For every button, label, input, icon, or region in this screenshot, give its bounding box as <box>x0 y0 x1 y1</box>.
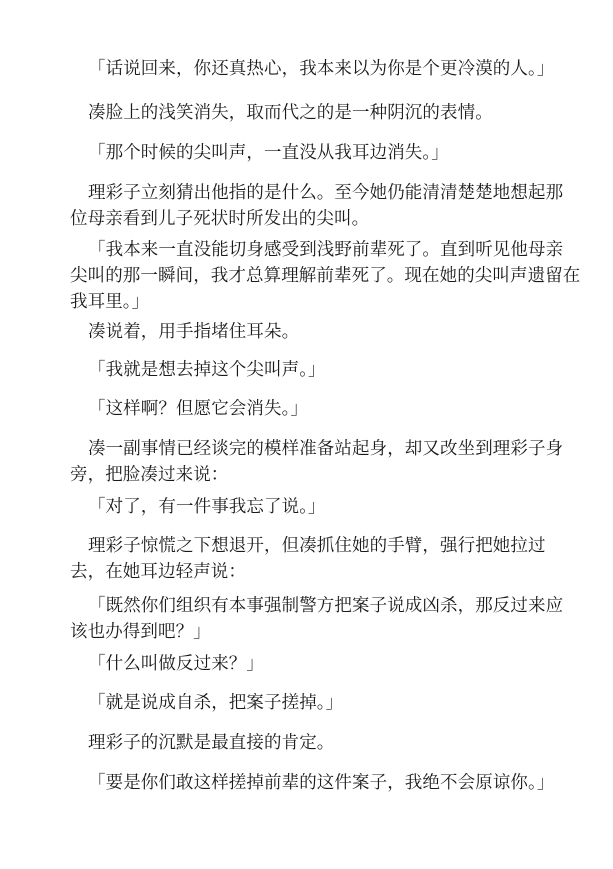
paragraph-14 <box>88 690 556 716</box>
paragraph-line: 理彩子惊慌之下想退开，但凑抓住她的手臂，强行把她拉过 <box>88 536 546 556</box>
paragraph-11 <box>70 533 556 585</box>
paragraph-7 <box>88 357 556 383</box>
paragraph-15 <box>88 730 556 756</box>
paragraph-9 <box>70 436 564 488</box>
paragraph-4 <box>70 180 564 232</box>
paragraph-line: 「这样啊？但愿它会消失。」 <box>88 399 309 419</box>
paragraph-3 <box>88 140 556 166</box>
paragraph-line: 「就是说成自杀，把案子搓掉。」 <box>88 693 344 713</box>
paragraph-line: 理彩子的沉默是最直接的肯定。 <box>88 733 335 753</box>
paragraph-13 <box>88 651 556 677</box>
paragraph-12 <box>70 593 564 645</box>
paragraph-line: 尖叫的那一瞬间，我才总算理解前辈死了。现在她的尖叫声遗留在 <box>70 266 581 286</box>
paragraph-line: 位母亲看到儿子死状时所发出的尖叫。 <box>70 209 370 229</box>
paragraph-line: 我耳里。」 <box>70 292 150 312</box>
paragraph-line: 「我就是想去掉这个尖叫声。」 <box>88 360 326 380</box>
paragraph-line: 该也办得到吧？」 <box>70 622 211 642</box>
paragraph-5 <box>70 237 581 315</box>
paragraph-line: 「那个时候的尖叫声，一直没从我耳边消失。」 <box>88 143 449 163</box>
paragraph-2 <box>88 100 556 126</box>
paragraph-line: 「对了，有一件事我忘了说。」 <box>88 497 326 517</box>
paragraph-line: 「要是你们敢这样搓掉前辈的这件案子，我绝不会原谅你。」 <box>88 773 555 793</box>
paragraph-line: 凑脸上的浅笑消失，取而代之的是一种阴沉的表情。 <box>88 103 493 123</box>
paragraph-line: 「什么叫做反过来？」 <box>88 654 264 674</box>
paragraph-6 <box>88 319 556 345</box>
paragraph-line: 旁，把脸凑过来说： <box>70 465 229 485</box>
paragraph-16 <box>88 770 556 796</box>
paragraph-line: 「话说回来，你还真热心，我本来以为你是个更冷漠的人。」 <box>88 59 555 79</box>
paragraph-1 <box>88 56 556 82</box>
paragraph-line: 「我本来一直没能切身感受到浅野前辈死了。直到听见他母亲 <box>88 240 564 260</box>
paragraph-line: 凑说着，用手指堵住耳朵。 <box>88 322 300 342</box>
paragraph-line: 理彩子立刻猜出他指的是什么。至今她仍能清清楚楚地想起那 <box>88 183 564 203</box>
paragraph-8 <box>88 396 556 422</box>
paragraph-line: 「既然你们组织有本事强制警方把案子说成凶杀，那反过来应 <box>88 596 564 616</box>
paragraph-line: 去，在她耳边轻声说： <box>70 562 246 582</box>
paragraph-line: 凑一副事情已经谈完的模样准备站起身，却又改坐到理彩子身 <box>88 439 564 459</box>
paragraph-10 <box>88 494 556 520</box>
